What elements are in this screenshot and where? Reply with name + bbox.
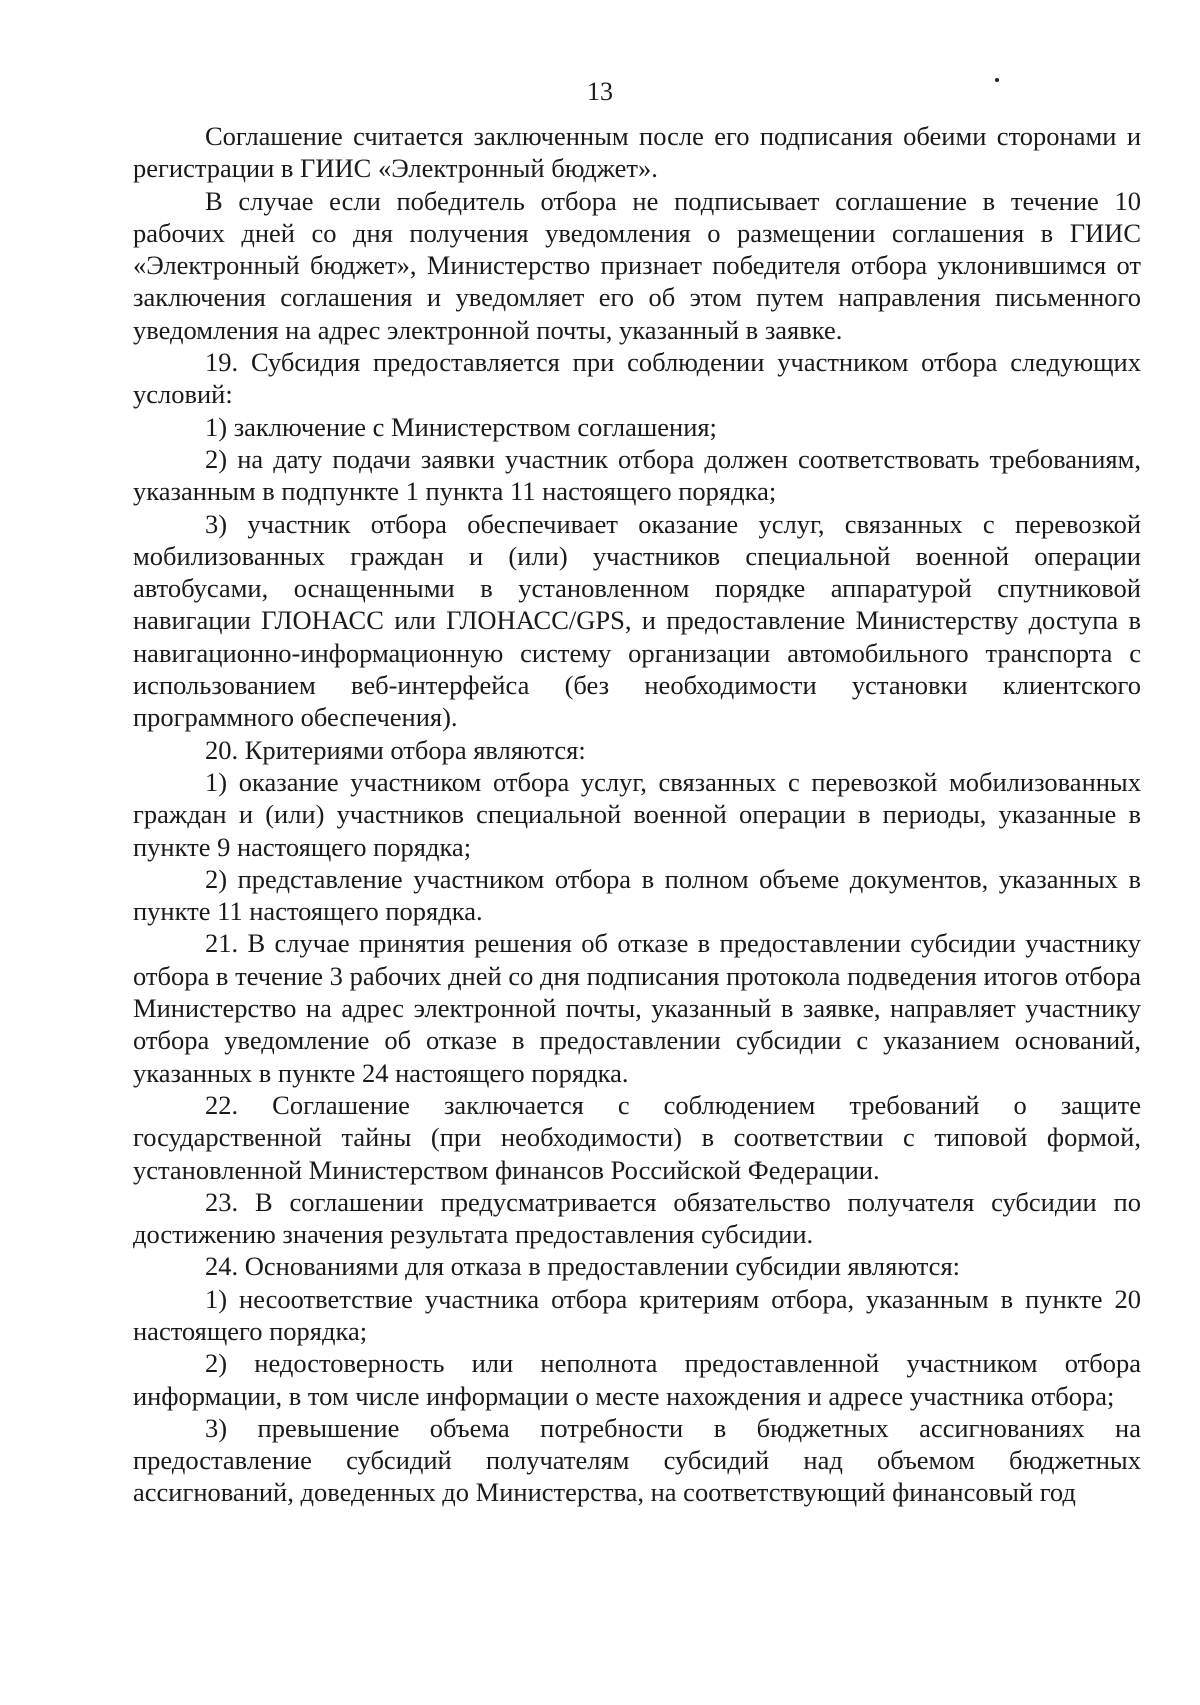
paragraph-20-criteria: 20. Критериями отбора являются: bbox=[205, 734, 586, 765]
paragraph-agreement-concluded: Соглашение считается заключенным после его подписания обеими сторонами и регистрации в ГИИС «Электронный бюджет». bbox=[133, 121, 1141, 184]
paragraph-23-obligation: 23. В соглашении предусматривается обязательство получателя субсидии по достижению значения результата предоставления субсидии. bbox=[133, 1186, 1141, 1250]
scan-speck bbox=[995, 78, 999, 82]
paragraph-20-item-2: 2) представление участником отбора в полном объеме документов, указанных в пункте 11 настоящего порядка. bbox=[133, 863, 1141, 927]
paragraph-24-item-3: 3) превышение объема потребности в бюджетных ассигнованиях на предоставление субсидий получателям субсидий над объемом бюджетных ассигнований, доведенных до Министерства, на соответствующий финансовый год bbox=[133, 1412, 1141, 1508]
document-body bbox=[133, 120, 1141, 1509]
paragraph-19-conditions: 19. Субсидия предоставляется при соблюдении участником отбора следующих условий: bbox=[133, 347, 1141, 410]
paragraph-24-grounds: 24. Основаниями для отказа в предоставлении субсидии являются: bbox=[205, 1251, 960, 1282]
page-number: 13 bbox=[587, 77, 613, 106]
paragraph-21-refusal-notice: 21. В случае принятия решения об отказе в предоставлении субсидии участнику отбора в течение 3 рабочих дней со дня подписания протокола подведения итогов отбора Министерство на адрес электронной почты, указанный в заявке, направляет участнику отбора уведомление об отказе в предоставлении субсидии с указанием оснований, указанных в пункте 24 настоящего порядка. bbox=[133, 928, 1141, 1088]
paragraph-19-item-3: 3) участник отбора обеспечивает оказание услуг, связанных с перевозкой мобилизованных граждан и (или) участников специальной военной операции автобусами, оснащенными в установленном порядке аппаратурой спутниковой навигации ГЛОНАСС или ГЛОНАСС/GPS, и предоставление Министерству доступа в навигационно-информационную систему организации автомобильного транспорта с использованием веб-интерфейса (без необходимости установки клиентского программного обеспечения). bbox=[133, 508, 1141, 733]
paragraph-19-item-2: 2) на дату подачи заявки участник отбора должен соответствовать требованиям, указанным в подпункте 1 пункта 11 настоящего порядка; bbox=[133, 443, 1141, 507]
paragraph-winner-not-signing: В случае если победитель отбора не подписывает соглашение в течение 10 рабочих дней со дня получения уведомления о размещении соглашения в ГИИС «Электронный бюджет», Министерство признает победителя отбора уклонившимся от заключения соглашения и уведомляет его об этом путем направления письменного уведомления на адрес электронной почты, указанный в заявке. bbox=[133, 185, 1141, 345]
paragraph-20-item-1: 1) оказание участником отбора услуг, связанных с перевозкой мобилизованных граждан и (или) участников специальной военной операции в периоды, указанные в пункте 9 настоящего порядка; bbox=[133, 766, 1141, 862]
paragraph-22-state-secret: 22. Соглашение заключается с соблюдением требований о защите государственной тайны (при необходимости) в соответствии с типовой формой, установленной Министерством финансов Российской Федерации. bbox=[133, 1089, 1141, 1185]
paragraph-24-item-1: 1) несоответствие участника отбора критериям отбора, указанным в пункте 20 настоящего порядка; bbox=[133, 1283, 1141, 1346]
paragraph-19-item-1: 1) заключение с Министерством соглашения; bbox=[205, 411, 717, 442]
paragraph-24-item-2: 2) недостоверность или неполнота предоставленной участником отбора информации, в том числе информации о месте нахождения и адресе участника отбора; bbox=[133, 1348, 1141, 1411]
